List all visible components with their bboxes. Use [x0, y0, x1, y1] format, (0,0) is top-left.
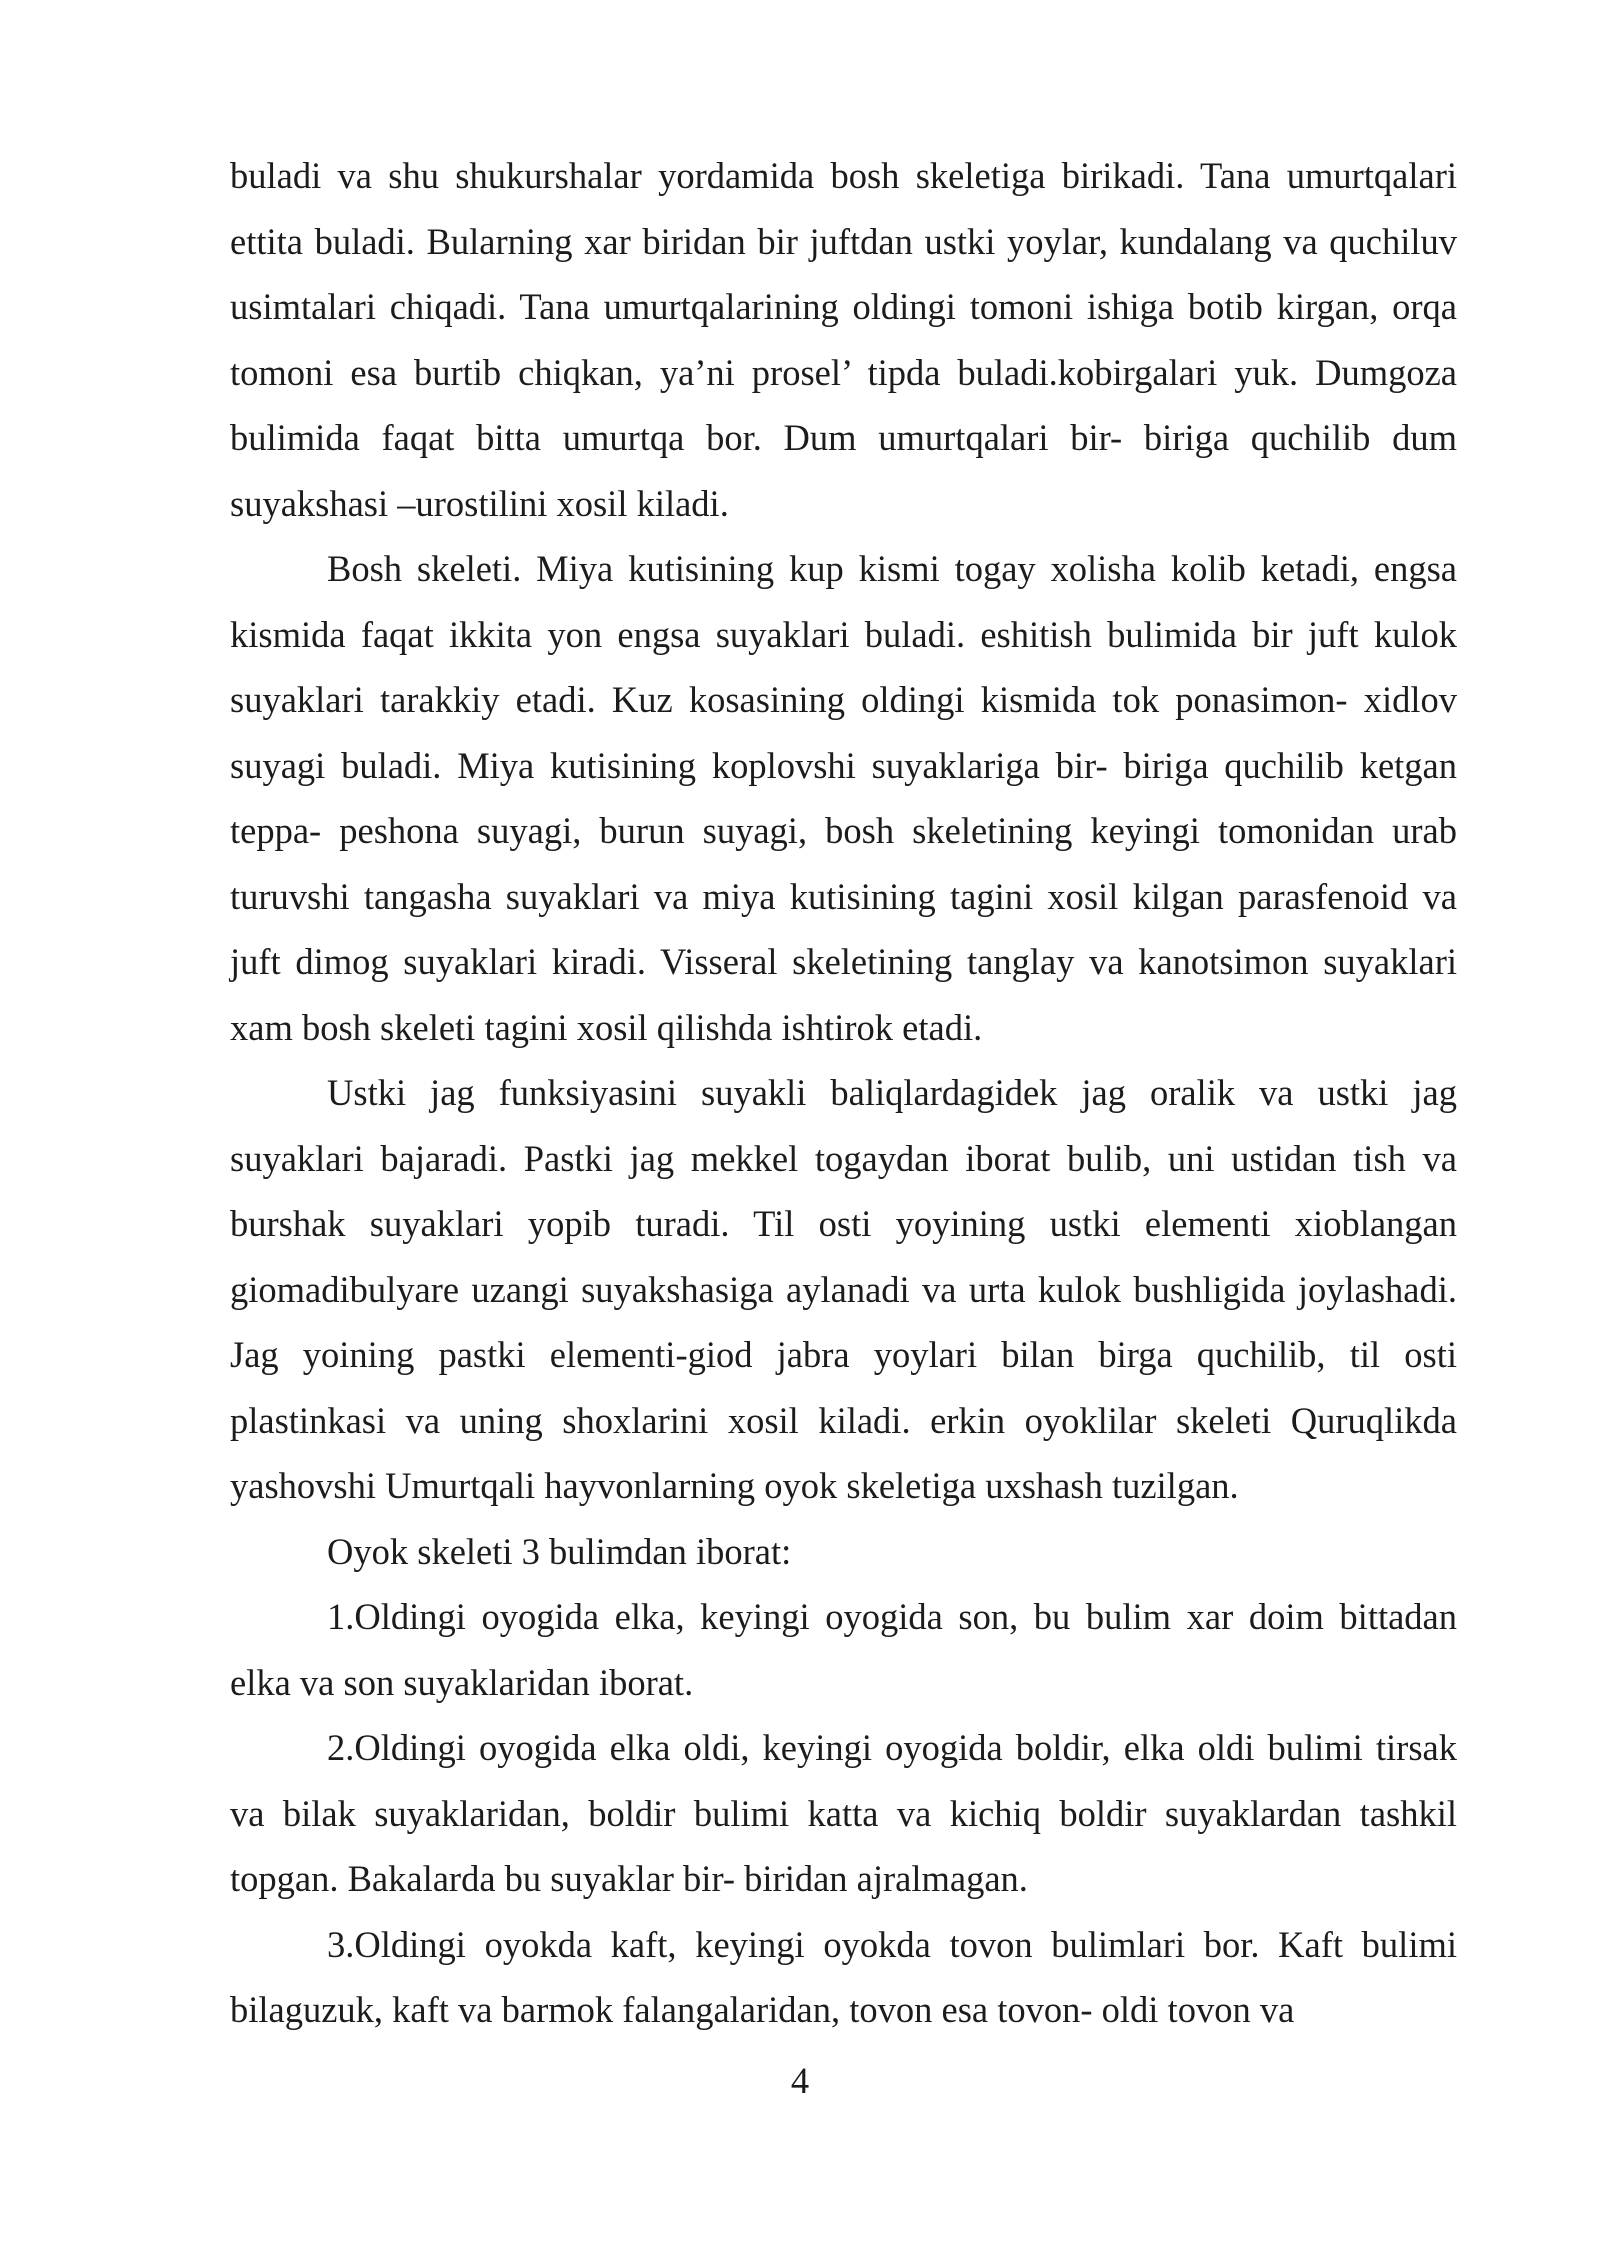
paragraph-limb-section-3: 3.Oldingi oyokda kaft, keyingi oyokda tovon bulimlari bor. Kaft bulimi bilaguzuk, kaft va barmok falangalaridan, tovon esa tovon- oldi tovon va [230, 1923, 1457, 2030]
paragraph-limb-section-1: 1.Oldingi oyogida elka, keyingi oyogida son, bu bulim xar doim bittadan elka va son suyaklaridan iborat. [230, 1596, 1457, 1703]
page-number: 4 [790, 2060, 810, 2101]
paragraph-limb-section-2: 2.Oldingi oyogida elka oldi, keyingi oyogida boldir, elka oldi bulimi tirsak va bilak suyaklaridan, boldir bulimi katta va kichiq boldir suyaklardan tashkil topgan. Bakalarda bu suyaklar bir- biridan ajralmagan. [230, 1727, 1457, 1899]
paragraph-vertebrae: buladi va shu shukurshalar yordamida bosh skeletiga birikadi. Tana umurtqalari ettita buladi. Bularning xar biridan bir juftdan ustki yoylar, kundalang va quchiluv usimtalari chiqadi. Tana umurtqalarining oldingi tomoni ishiga botib kirgan, orqa tomoni esa burtib chiqkan, ya’ni prosel’ tipda buladi.kobirgalari yuk. Dumgoza bulimida faqat bitta umurtqa bor. Dum umurtqalari bir- biriga quchilib dum suyakshasi –urostilini xosil kiladi. [230, 155, 1457, 524]
body-text [230, 143, 1457, 2043]
paragraph-skull: Bosh skeleti. Miya kutisining kup kismi togay xolisha kolib ketadi, engsa kismida faqat ikkita yon engsa suyaklari buladi. eshitish bulimida bir juft kulok suyaklari tarakkiy etadi. Kuz kosasining oldingi kismida tok ponasimon- xidlov suyagi buladi. Miya kutisining koplovshi suyaklariga bir- biriga quchilib ketgan teppa- peshona suyagi, burun suyagi, bosh skeletining keyingi tomonidan urab turuvshi tangasha suyaklari va miya kutisining tagini xosil kilgan parasfenoid va juft dimog suyaklari kiradi. Visseral skeletining tanglay va kanotsimon suyaklari xam bosh skeleti tagini xosil qilishda ishtirok etadi. [230, 548, 1457, 1048]
paragraph-jaw: Ustki jag funksiyasini suyakli baliqlardagidek jag oralik va ustki jag suyaklari bajaradi. Pastki jag mekkel togaydan iborat bulib, uni ustidan tish va burshak suyaklari yopib turadi. Til osti yoyining ustki elementi xioblangan giomadibulyare uzangi suyakshasiga aylanadi va urta kulok bushligida joylashadi. Jag yoining pastki elementi-giod jabra yoylari bilan birga quchilib, til osti plastinkasi va uning shoxlarini xosil kiladi. erkin oyoklilar skeleti Quruqlikda yashovshi Umurtqali hayvonlarning oyok skeletiga uxshash tuzilgan. [230, 1072, 1457, 1506]
paragraph-limb-intro: Oyok skeleti 3 bulimdan iborat: [327, 1530, 792, 1572]
